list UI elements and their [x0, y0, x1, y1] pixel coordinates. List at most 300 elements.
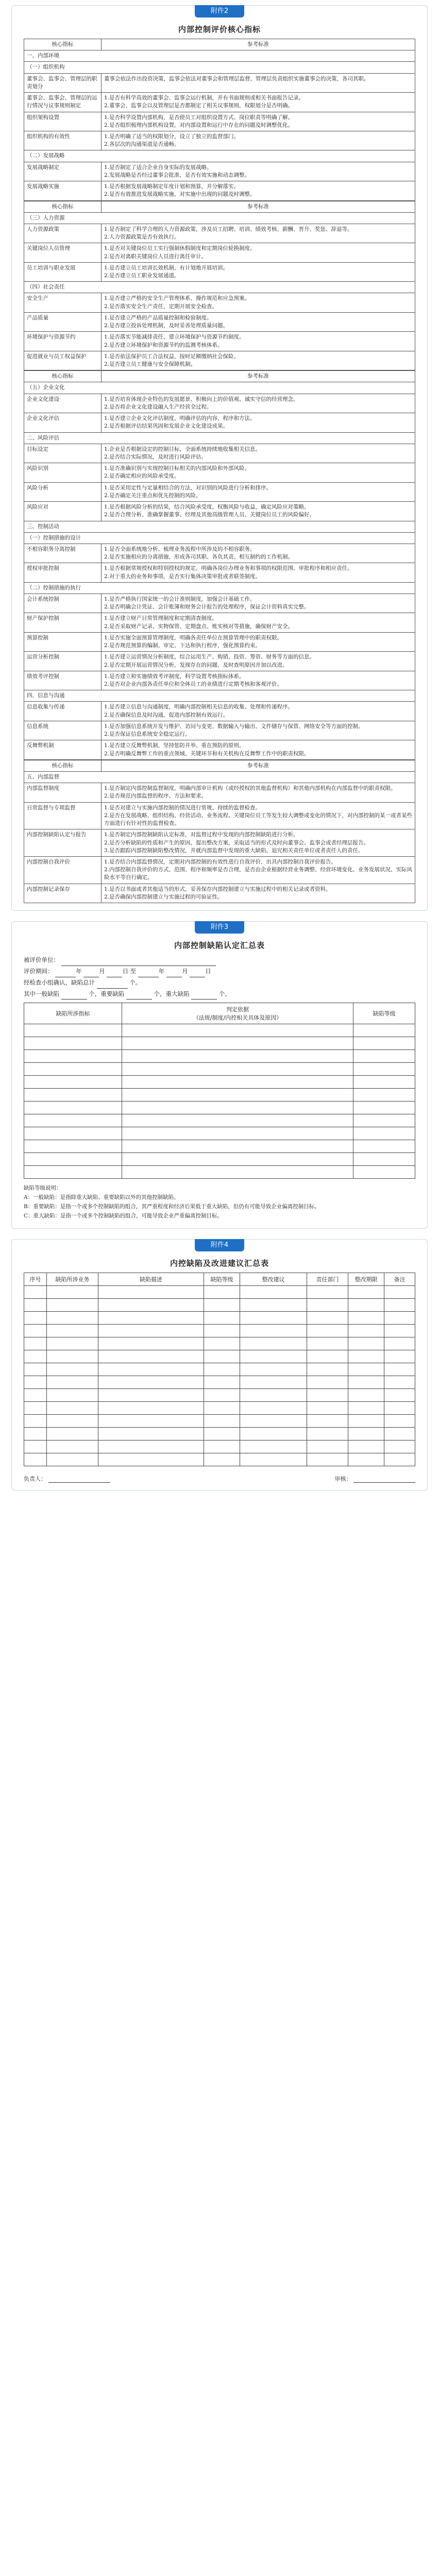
- sign-review: 审核：: [335, 1475, 416, 1483]
- blank-cell[interactable]: [24, 1311, 47, 1324]
- blank-cell[interactable]: [47, 1298, 98, 1311]
- blank-row: [24, 1050, 415, 1063]
- indicator-group-row: [24, 150, 415, 162]
- blank-cell[interactable]: [24, 1440, 47, 1453]
- blank-cell[interactable]: [384, 1337, 415, 1350]
- blank-cell[interactable]: [122, 1114, 353, 1127]
- indicator-row: [24, 463, 415, 482]
- blank-cell[interactable]: [348, 1376, 384, 1388]
- blank-row: [24, 1363, 415, 1376]
- indicator-reference: 1.是否严格执行国家统一的会计准则制度，加强会计基础工作。 2.是否明确会计凭证、会计账簿和财务会计报告的处理程序，保证会计资料真实完整。: [102, 594, 415, 613]
- blank-cell[interactable]: [98, 1311, 204, 1324]
- blank-cell[interactable]: [307, 1285, 348, 1298]
- blank-cell[interactable]: [353, 1114, 415, 1127]
- defect-total-line: 经检查小组确认，缺陷总计 个。: [24, 977, 415, 989]
- blank-cell[interactable]: [307, 1427, 348, 1440]
- col-header-reference: 参考标准: [102, 371, 415, 382]
- col-deadline: 整改期限: [348, 1273, 384, 1285]
- indicator-group-row: [24, 62, 415, 73]
- blank-cell[interactable]: [384, 1311, 415, 1324]
- blank-row: [24, 1427, 415, 1440]
- blank-cell[interactable]: [348, 1388, 384, 1401]
- period-start-year-field[interactable]: [55, 970, 76, 977]
- indicator-row: [24, 332, 415, 351]
- note-important: B：重要缺陷：是指一个或多个控制缺陷的组合，其严重程度和经济后果低于重大缺陷，但仍有可能导致企业偏离控制目标。: [24, 1204, 320, 1210]
- blank-cell[interactable]: [348, 1337, 384, 1350]
- indicator-group-row: [24, 690, 415, 702]
- indicator-name: 产品质量: [24, 312, 102, 331]
- blank-cell[interactable]: [24, 1363, 47, 1376]
- blank-cell[interactable]: [24, 1063, 122, 1076]
- blank-cell[interactable]: [204, 1440, 240, 1453]
- col-judgment-basis: 判定依据 （法规/制度/内控相关具体及原因）: [122, 1003, 353, 1024]
- blank-cell[interactable]: [307, 1401, 348, 1414]
- core-indicator-table-part4: [24, 760, 415, 903]
- blank-cell[interactable]: [98, 1414, 204, 1427]
- indicator-reference: 1.是否有科学高效的董事会、监事会运行机制，并有书面规则或相关书面报告记录。 2.董事会、监事会以及管理层是否都制定了相关议事规则，权限划分是否明确。: [102, 93, 415, 112]
- indicator-name: 发展战略实施: [24, 181, 102, 200]
- indicator-row: [24, 112, 415, 131]
- indicator-reference: 1.是否以书面或者其他适当的形式，妥善保存内部控制建立与实施过程中的相关记录或者资料。 2.是否确保内部控制建立与实施过程的可验证性。: [102, 884, 415, 903]
- indicator-group-row: [24, 382, 415, 394]
- blank-row: [24, 1101, 415, 1114]
- sign-responsible: 负责人：: [24, 1475, 110, 1483]
- blank-cell[interactable]: [122, 1101, 353, 1114]
- indicator-group-heading: （五）企业文化: [24, 382, 415, 394]
- blank-cell[interactable]: [348, 1324, 384, 1337]
- blank-cell[interactable]: [240, 1401, 307, 1414]
- indicator-row: [24, 224, 415, 243]
- indicator-name: 董事会、监事会、管理层的职责划分: [24, 73, 102, 92]
- indicator-row: [24, 856, 415, 884]
- indicator-row: [24, 413, 415, 432]
- core-indicator-table-part3: [24, 370, 415, 760]
- defect-level-notes: [24, 1184, 415, 1221]
- indicator-name: 组织机构的有效性: [24, 131, 102, 150]
- blank-cell[interactable]: [24, 1037, 122, 1050]
- blank-cell[interactable]: [384, 1453, 415, 1466]
- indicator-name: 内部控制缺陷认定与报告: [24, 829, 102, 857]
- indicator-group-heading: （一）组织机构: [24, 62, 415, 73]
- blank-cell[interactable]: [24, 1453, 47, 1466]
- significant-defect-count-field[interactable]: [191, 992, 217, 999]
- attachment-4-tag: 附件4: [195, 1239, 244, 1251]
- blank-cell[interactable]: [240, 1311, 307, 1324]
- blank-row: [24, 1127, 415, 1140]
- blank-cell[interactable]: [353, 1076, 415, 1089]
- indicator-name: 内部监督制度: [24, 783, 102, 802]
- blank-cell[interactable]: [122, 1076, 353, 1089]
- blank-cell[interactable]: [24, 1376, 47, 1388]
- blank-cell[interactable]: [122, 1140, 353, 1153]
- indicator-row: [24, 632, 415, 651]
- blank-row: [24, 1337, 415, 1350]
- blank-row: [24, 1063, 415, 1076]
- indicator-reference: 1.是否建立财产日常管理制度和定期清查制度。 2.是否采取财产记录、实物保管、定期盘点、账实核对等措施，确保财产安全。: [102, 613, 415, 632]
- col-header-indicator: 核心指标: [24, 39, 102, 50]
- blank-cell[interactable]: [204, 1453, 240, 1466]
- defect-total-field[interactable]: [97, 981, 128, 989]
- blank-cell[interactable]: [384, 1388, 415, 1401]
- blank-cell[interactable]: [47, 1414, 98, 1427]
- indicator-reference: 1.是否根据常规授权和特别授权的规定，明确各岗位办理业务和事项的权限范围、审批程序和相应责任。 2.对于重大的业务和事项，是否实行集体决策审批或者联签制度。: [102, 563, 415, 582]
- blank-cell[interactable]: [348, 1453, 384, 1466]
- review-sign-field[interactable]: [353, 1475, 415, 1483]
- blank-cell[interactable]: [24, 1101, 122, 1114]
- blank-cell[interactable]: [307, 1388, 348, 1401]
- period-end-year-field[interactable]: [138, 970, 159, 977]
- core-indicator-table-part1: [24, 39, 415, 201]
- blank-cell[interactable]: [384, 1350, 415, 1363]
- blank-cell[interactable]: [307, 1414, 348, 1427]
- indicator-row: [24, 312, 415, 331]
- blank-cell[interactable]: [348, 1311, 384, 1324]
- core-indicator-table-part2: [24, 201, 415, 371]
- blank-cell[interactable]: [47, 1285, 98, 1298]
- blank-cell[interactable]: [353, 1101, 415, 1114]
- blank-cell[interactable]: [47, 1376, 98, 1388]
- indicator-row: [24, 884, 415, 903]
- indicator-reference: 1.是否对关键岗位员工实行强制休假制度和定期岗位轮换制度。 2.是否对离职关键岗位人员进行离任审计。: [102, 243, 415, 262]
- evaluated-unit-line: 被评价单位：: [24, 955, 415, 966]
- indicator-row: [24, 829, 415, 857]
- attachment-2-title: 内部控制评价核心指标: [178, 25, 261, 34]
- indicator-row: [24, 93, 415, 112]
- indicator-reference: 1.是否加强信息系统开发与维护、访问与变更、数据输入与输出、文件储存与保管、网络安全等方面的控制。 2.是否保证信息系统安全稳定运行。: [102, 721, 415, 740]
- blank-cell[interactable]: [204, 1324, 240, 1337]
- blank-cell[interactable]: [348, 1427, 384, 1440]
- indicator-name: 授权审批控制: [24, 563, 102, 582]
- indicator-name: 企业文化建设: [24, 394, 102, 413]
- indicator-name: 人力资源政策: [24, 224, 102, 243]
- indicator-reference: 1.是否明确了适当的权限划分，设立了独立的监督部门。 2.各层次的沟通渠道是否通畅。: [102, 131, 415, 150]
- blank-cell[interactable]: [47, 1401, 98, 1414]
- col-header-reference: 参考标准: [102, 39, 415, 50]
- blank-cell[interactable]: [98, 1350, 204, 1363]
- blank-cell[interactable]: [98, 1401, 204, 1414]
- blank-cell[interactable]: [240, 1298, 307, 1311]
- blank-row: [24, 1350, 415, 1363]
- indicator-reference: 1.是否全面系统地分析、梳理业务流程中所涉及的不相容职务。 2.是否实施相应的分离措施，形成各司其职、各负其责、相互制约的工作机制。: [102, 544, 415, 563]
- blank-cell[interactable]: [98, 1388, 204, 1401]
- blank-cell[interactable]: [24, 1076, 122, 1089]
- col-header-indicator: 核心指标: [24, 760, 102, 771]
- col-header-indicator: 核心指标: [24, 371, 102, 382]
- indicator-name: 安全生产: [24, 293, 102, 312]
- blank-cell[interactable]: [240, 1337, 307, 1350]
- indicator-name: 发展战略制定: [24, 162, 102, 181]
- blank-cell[interactable]: [353, 1089, 415, 1101]
- indicator-group-heading: 五、内部监督: [24, 771, 415, 783]
- indicator-reference: 1.是否建立反舞弊机制，坚持惩防并举、重在预防的原则。 2.是否明确反舞弊工作的重点领域、关键环节和有关机构在反舞弊工作中的职责权限。: [102, 740, 415, 759]
- blank-cell[interactable]: [24, 1401, 47, 1414]
- indicator-row: [24, 351, 415, 370]
- blank-cell[interactable]: [348, 1401, 384, 1414]
- blank-cell[interactable]: [384, 1427, 415, 1440]
- blank-row: [24, 1440, 415, 1453]
- indicator-name: 内部控制自我评价: [24, 856, 102, 884]
- blank-cell[interactable]: [47, 1388, 98, 1401]
- blank-cell[interactable]: [240, 1376, 307, 1388]
- blank-cell[interactable]: [24, 1166, 122, 1179]
- indicator-name: 董事会、监事会、管理层的运行情况与议事规则制定: [24, 93, 102, 112]
- blank-cell[interactable]: [384, 1401, 415, 1414]
- blank-cell[interactable]: [24, 1337, 47, 1350]
- blank-cell[interactable]: [204, 1363, 240, 1376]
- indicator-reference: 1.是否制定内部控制监督制度，明确内部审计机构（或经授权的其他监督机构）和其他内部机构在内部监督中的职责权限。 2.是否规范内部监督的程序、方法和要求。: [102, 783, 415, 802]
- blank-cell[interactable]: [24, 1324, 47, 1337]
- blank-cell[interactable]: [353, 1127, 415, 1140]
- indicator-reference: 1.是否根据风险分析的结果，结合风险承受度，权衡风险与收益，确定风险应对策略。 2.是否合理分析、准确掌握董事、经理及其他高级管理人员、关键岗位员工的风险偏好。: [102, 502, 415, 521]
- indicator-row: [24, 243, 415, 262]
- indicator-row: [24, 613, 415, 632]
- indicator-group-heading: （四）社会责任: [24, 282, 415, 293]
- blank-cell[interactable]: [47, 1311, 98, 1324]
- blank-cell[interactable]: [240, 1285, 307, 1298]
- blank-cell[interactable]: [204, 1401, 240, 1414]
- blank-cell[interactable]: [204, 1427, 240, 1440]
- blank-cell[interactable]: [240, 1388, 307, 1401]
- indicator-reference: 董事会依法作出投资决策，监事会依法对董事会和管理层监督，管理层负责组织实施董事会的决策，各司其职。: [102, 73, 415, 92]
- indicator-name: 风险分析: [24, 482, 102, 501]
- blank-cell[interactable]: [24, 1414, 47, 1427]
- indicator-reference: 1.是否准确识别与实现控制目标相关的内部风险和外部风险。 2.是否确定相应的风险承受度。: [102, 463, 415, 482]
- blank-cell[interactable]: [307, 1324, 348, 1337]
- indicator-name: 运营分析控制: [24, 652, 102, 671]
- indicator-row: [24, 482, 415, 501]
- blank-cell[interactable]: [348, 1440, 384, 1453]
- blank-row: [24, 1414, 415, 1427]
- col-description: 缺陷描述: [98, 1273, 204, 1285]
- blank-cell[interactable]: [24, 1427, 47, 1440]
- blank-cell[interactable]: [24, 1089, 122, 1101]
- blank-row: [24, 1114, 415, 1127]
- blank-cell[interactable]: [348, 1363, 384, 1376]
- blank-cell[interactable]: [240, 1414, 307, 1427]
- blank-cell[interactable]: [240, 1453, 307, 1466]
- blank-row: [24, 1376, 415, 1388]
- important-defect-count-field[interactable]: [126, 992, 152, 999]
- blank-cell[interactable]: [307, 1440, 348, 1453]
- indicator-reference: 1.是否建立员工培训长效机制，有计划地开展培训。 2.是否建立员工职业发展通道。: [102, 262, 415, 281]
- blank-cell[interactable]: [98, 1324, 204, 1337]
- col-defect-indicator: 缺陷所涉指标: [24, 1003, 122, 1024]
- blank-cell[interactable]: [47, 1350, 98, 1363]
- blank-row: [24, 1324, 415, 1337]
- blank-cell[interactable]: [24, 1114, 122, 1127]
- blank-cell[interactable]: [353, 1037, 415, 1050]
- blank-cell[interactable]: [98, 1453, 204, 1466]
- responsible-sign-field[interactable]: [48, 1475, 110, 1483]
- attachment-4-section: [11, 1239, 428, 1490]
- blank-cell[interactable]: [98, 1337, 204, 1350]
- indicator-reference: 1.是否依法保护员工合法权益，按时足额缴纳社会保险。 2.是否建立员工健康与安全保障机制。: [102, 351, 415, 370]
- indicator-group-heading: 四、信息与沟通: [24, 690, 415, 702]
- indicator-group-heading: 三、控制活动: [24, 521, 415, 532]
- indicator-reference: 1.是否建立运营情况分析制度，综合运用生产、购销、投资、筹资、财务等方面的信息。 2.是否定期开展运营情况分析，发现存在的问题，及时查明原因并加以改进。: [102, 652, 415, 671]
- blank-cell[interactable]: [240, 1324, 307, 1337]
- indicator-reference: 1.是否制定了科学合理的人力资源政策，涉及员工招聘、培训、绩效考核、薪酬、晋升、奖惩、辞退等。 2.人力资源政策是否有效执行。: [102, 224, 415, 243]
- blank-cell[interactable]: [348, 1298, 384, 1311]
- blank-cell[interactable]: [204, 1285, 240, 1298]
- blank-cell[interactable]: [240, 1363, 307, 1376]
- blank-cell[interactable]: [24, 1350, 47, 1363]
- blank-cell[interactable]: [24, 1127, 122, 1140]
- blank-cell[interactable]: [307, 1337, 348, 1350]
- blank-cell[interactable]: [307, 1311, 348, 1324]
- blank-cell[interactable]: [307, 1363, 348, 1376]
- blank-cell[interactable]: [122, 1166, 353, 1179]
- blank-cell[interactable]: [122, 1127, 353, 1140]
- blank-cell[interactable]: [353, 1050, 415, 1063]
- blank-cell[interactable]: [98, 1298, 204, 1311]
- blank-cell[interactable]: [384, 1363, 415, 1376]
- blank-cell[interactable]: [47, 1453, 98, 1466]
- blank-cell[interactable]: [384, 1298, 415, 1311]
- blank-cell[interactable]: [24, 1388, 47, 1401]
- indicator-group-row: [24, 771, 415, 783]
- blank-cell[interactable]: [24, 1024, 122, 1037]
- blank-cell[interactable]: [47, 1440, 98, 1453]
- blank-cell[interactable]: [384, 1376, 415, 1388]
- col-department: 责任部门: [307, 1273, 348, 1285]
- blank-cell[interactable]: [122, 1050, 353, 1063]
- evaluated-unit-field[interactable]: [61, 958, 216, 966]
- blank-cell[interactable]: [307, 1453, 348, 1466]
- indicator-group-row: [24, 532, 415, 544]
- indicator-name: 绩效考评控制: [24, 671, 102, 690]
- notes-title: 缺陷等级说明：: [24, 1185, 62, 1192]
- blank-cell[interactable]: [98, 1285, 204, 1298]
- blank-cell[interactable]: [204, 1376, 240, 1388]
- blank-cell[interactable]: [24, 1050, 122, 1063]
- indicator-row: [24, 802, 415, 829]
- blank-cell[interactable]: [307, 1350, 348, 1363]
- blank-cell[interactable]: [240, 1427, 307, 1440]
- indicator-reference: 1.是否科学设置内部机构，是否使员工对组织设置方式、岗位职责等明确了解。 2.是否组织梳理内部机构设置，对内部设置和运行中存在的问题及时调整优化。: [102, 112, 415, 131]
- indicator-row: [24, 293, 415, 312]
- indicator-group-row: [24, 582, 415, 594]
- indicator-name: 促进就业与员工权益保护: [24, 351, 102, 370]
- period-start-month-field[interactable]: [83, 970, 99, 977]
- note-significant: C：重大缺陷：是指一个或多个控制缺陷的组合，可能导致企业严重偏离控制目标。: [24, 1212, 223, 1219]
- blank-cell[interactable]: [122, 1153, 353, 1166]
- blank-cell[interactable]: [307, 1298, 348, 1311]
- indicator-row: [24, 702, 415, 721]
- blank-cell[interactable]: [204, 1350, 240, 1363]
- indicator-name: 信息收集与传递: [24, 702, 102, 721]
- indicator-group-row: [24, 521, 415, 532]
- blank-cell[interactable]: [122, 1063, 353, 1076]
- indicator-row: [24, 502, 415, 521]
- blank-cell[interactable]: [353, 1153, 415, 1166]
- blank-cell[interactable]: [122, 1037, 353, 1050]
- indicator-reference: 1.是否结合内部监督情况，定期对内部控制的有效性进行自我评价，出具内部控制自我评价报告。 2.内部控制自我评价的方式、范围、程序和频率是否合理，是否由企业根据经营业务调整、经营环境变化、业务发展状况、实际风险水平等自行确定。: [102, 856, 415, 884]
- indicator-name: 组织架构设置: [24, 112, 102, 131]
- blank-cell[interactable]: [384, 1414, 415, 1427]
- blank-cell[interactable]: [353, 1166, 415, 1179]
- blank-cell[interactable]: [353, 1140, 415, 1153]
- period-end-month-field[interactable]: [166, 970, 182, 977]
- blank-cell[interactable]: [353, 1063, 415, 1076]
- blank-cell[interactable]: [98, 1440, 204, 1453]
- defect-breakdown-line: 其中一般缺陷 个，重要缺陷 个，重大缺陷 个。: [24, 989, 415, 1000]
- blank-cell[interactable]: [47, 1337, 98, 1350]
- blank-cell[interactable]: [204, 1414, 240, 1427]
- period-end-day-field[interactable]: [190, 970, 205, 977]
- blank-cell[interactable]: [47, 1427, 98, 1440]
- indicator-name: 内部控制记录保存: [24, 884, 102, 903]
- note-general: A：一般缺陷：是指除重大缺陷、重要缺陷以外的其他控制缺陷。: [24, 1194, 179, 1201]
- indicator-row: [24, 131, 415, 150]
- blank-cell[interactable]: [204, 1337, 240, 1350]
- indicator-row: [24, 783, 415, 802]
- blank-cell[interactable]: [122, 1089, 353, 1101]
- attachment-3-section: [11, 921, 428, 1229]
- blank-cell[interactable]: [353, 1024, 415, 1037]
- blank-cell[interactable]: [98, 1376, 204, 1388]
- blank-cell[interactable]: [307, 1376, 348, 1388]
- blank-cell[interactable]: [24, 1140, 122, 1153]
- blank-cell[interactable]: [24, 1298, 47, 1311]
- blank-cell[interactable]: [204, 1311, 240, 1324]
- indicator-row: [24, 594, 415, 613]
- blank-cell[interactable]: [348, 1414, 384, 1427]
- blank-cell[interactable]: [98, 1363, 204, 1376]
- blank-cell[interactable]: [98, 1427, 204, 1440]
- blank-cell[interactable]: [24, 1153, 122, 1166]
- col-seq: 序号: [24, 1273, 47, 1285]
- blank-cell[interactable]: [384, 1440, 415, 1453]
- indicator-name: 预算控制: [24, 632, 102, 651]
- indicator-reference: 1.是否建立信息与沟通制度，明确内部控制相关信息的收集、处理和传递程序。 2.是否确保信息及时沟通，促进内部控制有效运行。: [102, 702, 415, 721]
- blank-cell[interactable]: [204, 1298, 240, 1311]
- blank-row: [24, 1285, 415, 1298]
- blank-cell[interactable]: [240, 1440, 307, 1453]
- indicator-name: 日常监督与专项监督: [24, 802, 102, 829]
- indicator-group-heading: （三）人力资源: [24, 212, 415, 224]
- indicator-reference: 1.是否制定内部控制缺陷认定标准，对监督过程中发现的内部控制缺陷进行分析。 2.是否分析缺陷的性质和产生的原因，提出整改方案，采取适当的形式及时向董事会、监事会或者经理层报告。 3.是否跟踪内部控制缺陷整改情况，并就内部监督中发现的重大缺陷，追究相关责任单位或者责任人的责任。: [102, 829, 415, 857]
- blank-row: [24, 1311, 415, 1324]
- indicator-name: 不相容职务分离控制: [24, 544, 102, 563]
- blank-cell[interactable]: [47, 1363, 98, 1376]
- attachment-4-title: 内控缺陷及改进建议汇总表: [170, 1258, 269, 1268]
- indicator-row: [24, 181, 415, 200]
- indicator-row: [24, 262, 415, 281]
- indicator-reference: 1.是否培育体现企业特色的发展愿景、积极向上的价值观、诚实守信的经营理念。 2.是否将企业文化建设融入生产经营全过程。: [102, 394, 415, 413]
- indicator-row: [24, 544, 415, 563]
- period-start-day-field[interactable]: [107, 970, 122, 977]
- blank-cell[interactable]: [24, 1285, 47, 1298]
- blank-cell[interactable]: [122, 1024, 353, 1037]
- indicator-name: 财产保护控制: [24, 613, 102, 632]
- defect-summary-form: [24, 955, 415, 999]
- blank-cell[interactable]: [240, 1350, 307, 1363]
- blank-cell[interactable]: [47, 1324, 98, 1337]
- blank-row: [24, 1298, 415, 1311]
- blank-row: [24, 1024, 415, 1037]
- col-suggestion: 整改建议: [240, 1273, 307, 1285]
- indicator-reference: 1.是否实施全面预算管理制度，明确各责任单位在预算管理中的职责权限。 2.是否规范预算的编制、审定、下达和执行程序，强化预算约束。: [102, 632, 415, 651]
- indicator-row: [24, 671, 415, 690]
- blank-cell[interactable]: [384, 1285, 415, 1298]
- blank-cell[interactable]: [204, 1388, 240, 1401]
- general-defect-count-field[interactable]: [61, 992, 87, 999]
- blank-cell[interactable]: [348, 1285, 384, 1298]
- blank-cell[interactable]: [348, 1350, 384, 1363]
- blank-cell[interactable]: [384, 1324, 415, 1337]
- defect-summary-table: [24, 1003, 415, 1179]
